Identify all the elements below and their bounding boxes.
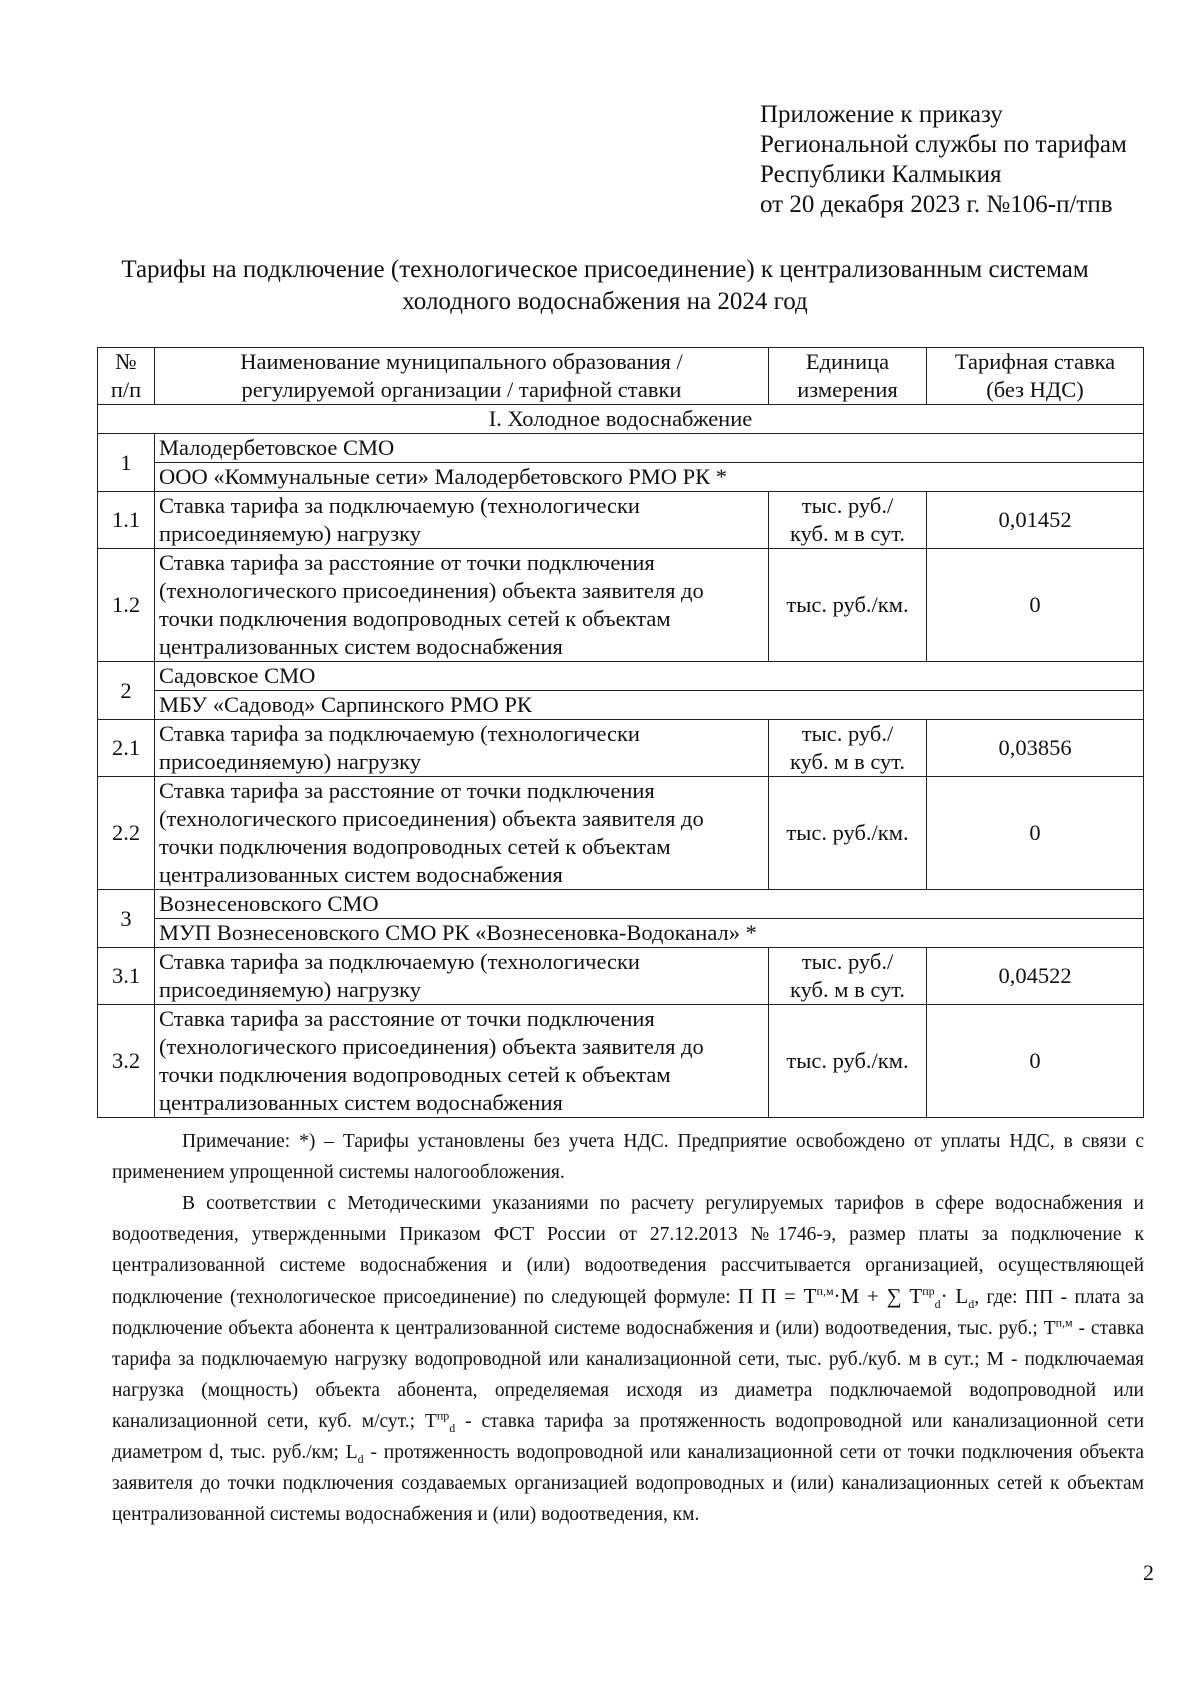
rate-value: 0,04522 (927, 948, 1144, 1005)
title-line: холодного водоснабжения на 2024 год (402, 288, 808, 315)
row-number: 3.2 (98, 1005, 155, 1118)
group-number: 1 (98, 434, 155, 492)
table-row (98, 720, 1144, 777)
municipality-name: Вознесеновского СМО (155, 890, 1144, 919)
group-number: 3 (98, 890, 155, 948)
row-number: 1.1 (98, 492, 155, 549)
rate-name: Ставка тарифа за подключаемую (технологически присоединяемую) нагрузку (155, 492, 769, 549)
header-line: Приложение к приказу (760, 101, 1003, 128)
rate-unit: тыс. руб./км. (769, 549, 927, 662)
fee-formula: П $П = Т^{п,м}\cdot М$ + ∑ $Т^{пр}_d\cdot L_d$ (738, 1284, 975, 1312)
table-row (98, 890, 1144, 919)
table-row (98, 662, 1144, 691)
table-row (98, 549, 1144, 662)
header-rate: Тарифная ставка (без НДС) (927, 348, 1144, 405)
table-row (98, 434, 1144, 463)
tariff-table (97, 347, 1144, 1118)
row-number: 1.2 (98, 549, 155, 662)
rate-value: 0 (927, 549, 1144, 662)
rate-value: 0,01452 (927, 492, 1144, 549)
section-title: I. Холодное водоснабжение (98, 405, 1144, 434)
table-row (98, 777, 1144, 890)
notes-block (112, 1126, 1144, 1530)
header-line: Республики Калмыкия (760, 161, 1002, 188)
rate-name: Ставка тарифа за подключаемую (технологически присоединяемую) нагрузку (155, 948, 769, 1005)
row-number: 2.2 (98, 777, 155, 890)
group-number: 2 (98, 662, 155, 720)
rate-unit: тыс. руб./ куб. м в сут. (769, 720, 927, 777)
header-no: № п/п (98, 348, 155, 405)
ld-symbol: $L_d$ (345, 1442, 364, 1466)
rate-value: 0,03856 (927, 720, 1144, 777)
method-paragraph: В соответствии с Методическими указаниями по расчету регулируемых тарифов в сфере водоснабжения и водоотведения, утвержденными Приказом ФСТ России от 27.12.2013 №1746-э, размер платы за подключение к централизованной системе водоснабжения и (или) водоотведения рассчитывается организацией, осуществляющей подключение (технологическое присоединение) по следующей формуле: П $П = Т^{п,м}\cdot М$ + ∑ $Т^{пр}_d\cdot L_d$, где: ПП - плата за подключение объекта абонента к централизованной системе водоснабжения и (или) водоотведения, тыс. руб.; $Т^{п,м}$ - ставка тарифа за подключаемую нагрузку водопроводной или канализационной сети, тыс. руб./куб. м в сут.; М - подключаемая нагрузка (мощность) объекта абонента, определяемая исходя из диаметра подключаемой водопроводной или канализационной сети, куб. м/сут.; $Т^{пр}_d$ - ставка тарифа за протяженность водопроводной или канализационной сети диаметром d, тыс. руб./км; $L_d$ - протяженность водопроводной или канализационной сети от точки подключения объекта заявителя до точки подключения создаваемых организацией водопроводных и (или) канализационных сетей к объектам централизованной системы водоснабжения и (или) водоотведения, км. (112, 1193, 1145, 1525)
appendix-header (760, 100, 1127, 220)
organization-name: МУП Вознесеновского СМО РК «Вознесеновка-Водоканал» * (155, 919, 1144, 948)
rate-name: Ставка тарифа за подключаемую (технологически присоединяемую) нагрузку (155, 720, 769, 777)
rate-unit: тыс. руб./км. (769, 777, 927, 890)
table-row (98, 1005, 1144, 1118)
rate-unit: тыс. руб./ куб. м в сут. (769, 492, 927, 549)
t-symbol: $Т^{п,м}$ (1043, 1315, 1073, 1339)
section-row (98, 405, 1144, 434)
document-title (60, 254, 1150, 318)
row-number: 2.1 (98, 720, 155, 777)
header-unit: Единица измерения (769, 348, 927, 405)
rate-value: 0 (927, 777, 1144, 890)
row-number: 3.1 (98, 948, 155, 1005)
table-row (98, 463, 1144, 492)
table-row (98, 492, 1144, 549)
table-row (98, 691, 1144, 720)
rate-unit: тыс. руб./км. (769, 1005, 927, 1118)
footnote: Примечание: *) – Тарифы установлены без учета НДС. Предприятие освобождено от уплаты НДС, в связи с применением упрощенной системы налогообложения. (112, 1131, 1144, 1183)
rate-name: Ставка тарифа за расстояние от точки подключения (технологического присоединения) объекта заявителя до точки подключения водопроводных сетей к объектам централизованных систем водоснабжения (155, 777, 769, 890)
table-header-row (98, 348, 1144, 405)
municipality-name: Малодербетовское СМО (155, 434, 1144, 463)
page-number: 2 (1143, 1560, 1154, 1585)
table-row (98, 919, 1144, 948)
header-name: Наименование муниципального образования / регулируемой организации / тарифной ставки (155, 348, 769, 405)
organization-name: МБУ «Садовод» Сарпинского РМО РК (155, 691, 1144, 720)
header-line: Региональной службы по тарифам (760, 131, 1127, 158)
td-symbol: $Т^{пр}_d$ (424, 1408, 456, 1435)
municipality-name: Садовское СМО (155, 662, 1144, 691)
title-line: Тарифы на подключение (технологическое присоединение) к централизованным системам (121, 256, 1089, 283)
rate-unit: тыс. руб./ куб. м в сут. (769, 948, 927, 1005)
table-row (98, 948, 1144, 1005)
rate-name: Ставка тарифа за расстояние от точки подключения (технологического присоединения) объекта заявителя до точки подключения водопроводных сетей к объектам централизованных систем водоснабжения (155, 549, 769, 662)
header-line: от 20 декабря 2023 г. №106-п/тпв (760, 191, 1113, 218)
rate-value: 0 (927, 1005, 1144, 1118)
organization-name: ООО «Коммунальные сети» Малодербетовского РМО РК * (155, 463, 1144, 492)
rate-name: Ставка тарифа за расстояние от точки подключения (технологического присоединения) объекта заявителя до точки подключения водопроводных сетей к объектам централизованных систем водоснабжения (155, 1005, 769, 1118)
